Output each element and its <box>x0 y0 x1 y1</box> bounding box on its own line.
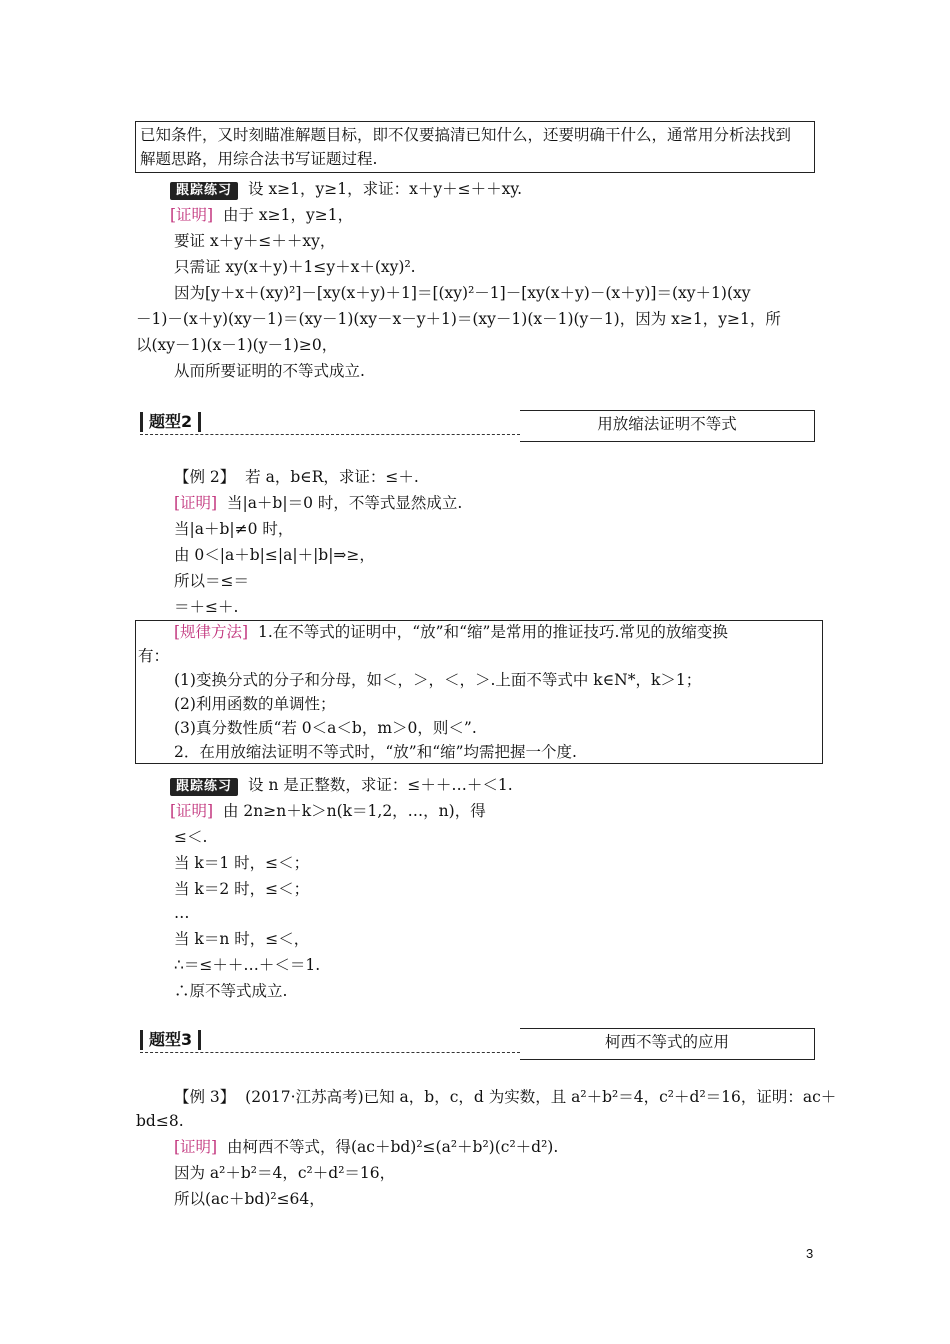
intro-box <box>135 121 815 173</box>
example2-proof-row <box>174 492 462 514</box>
practice1-proof-row <box>170 204 353 226</box>
proof-label: [证明] <box>170 206 214 224</box>
example2-prompt: 若 a，b∈R，求证：≤＋. <box>245 468 419 486</box>
method-text: 1.在不等式的证明中，“放”和“缩”是常用的推证技巧.常见的放缩变换 <box>257 623 728 641</box>
method-item: (1)变换分式的分子和分母，如＜，＞，＜，＞.上面不等式中 k∈N*，k＞1； <box>174 671 702 689</box>
proof-line: 从而所要证明的不等式成立. <box>174 362 365 380</box>
proof-line: 当|a＋b|＝0 时，不等式显然成立. <box>226 494 463 512</box>
intro-line-2: 解题思路，用综合法书写证题过程. <box>140 150 378 168</box>
practice2-prompt: 设 n 是正整数，求证：≤＋＋…＋＜1. <box>248 776 513 794</box>
proof-line: ≤＜. <box>174 828 208 846</box>
example3-prompt: (2017·江苏高考)已知 a，b，c，d 为实数，且 a²＋b²＝4，c²＋d²＝16，证明：ac＋ <box>245 1088 837 1106</box>
example-label: 【例 2】 <box>174 468 236 486</box>
proof-line: 只需证 xy(x＋y)＋1≤y＋x＋(xy)². <box>174 258 416 276</box>
proof-line: 当 k＝1 时，≤＜； <box>174 854 310 872</box>
method-item: 2．在用放缩法证明不等式时，“放”和“缩”均需把握一个度. <box>174 743 577 761</box>
method-label: [规律方法] <box>174 623 249 641</box>
practice1-prompt: 设 x≥1，y≥1，求证：x＋y＋≤＋＋xy. <box>248 180 522 198</box>
proof-line: 因为 a²＋b²＝4，c²＋d²＝16， <box>174 1164 396 1182</box>
proof-line: ∴原不等式成立. <box>174 982 288 1000</box>
section-divider <box>140 1052 520 1053</box>
practice1-prompt-row <box>170 178 522 200</box>
proof-line: 以(xy－1)(x－1)(y－1)≥0， <box>136 336 338 354</box>
method-line-1 <box>174 621 728 643</box>
proof-line: 由 0＜|a＋b|≤|a|＋|b|⇒≥， <box>174 546 375 564</box>
proof-label: [证明] <box>174 1138 218 1156</box>
example3-proof-row <box>174 1136 558 1158</box>
proof-line: ∴＝≤＋＋…＋＜＝1. <box>174 956 321 974</box>
section-topic: 题型2 <box>140 412 201 432</box>
proof-line: 要证 x＋y＋≤＋＋xy， <box>174 232 336 250</box>
method-box <box>135 620 823 764</box>
proof-line: 所以＝≤＝ <box>174 572 249 590</box>
example3-line-2: bd≤8. <box>136 1112 184 1130</box>
page-number: 3 <box>806 1246 814 1261</box>
section-title: 用放缩法证明不等式 <box>520 410 815 442</box>
proof-line: 所以(ac＋bd)²≤64， <box>174 1190 325 1208</box>
example2-row <box>174 466 419 488</box>
method-line-2: 有： <box>138 647 170 665</box>
proof-line: －1)－(x＋y)(xy－1)＝(xy－1)(xy－x－y＋1)＝(xy－1)(x－1)(y－1)，因为 x≥1，y≥1，所 <box>136 310 781 328</box>
proof-line: 因为[y＋x＋(xy)²]－[xy(x＋y)＋1]＝[(xy)²－1]－[xy(x＋y)－(x＋y)]＝(xy＋1)(xy <box>174 284 751 302</box>
section-title: 柯西不等式的应用 <box>520 1028 815 1060</box>
example3-row <box>174 1086 836 1108</box>
section-header-3 <box>140 1028 815 1060</box>
proof-line: 当 k＝n 时，≤＜， <box>174 930 310 948</box>
proof-line: … <box>174 904 190 922</box>
proof-line: 当|a＋b|≠0 时， <box>174 520 294 538</box>
proof-line: 由于 x≥1，y≥1， <box>222 206 354 224</box>
practice2-prompt-row <box>170 774 513 796</box>
proof-label: [证明] <box>174 494 218 512</box>
proof-line: ＝＋≤＋. <box>174 598 239 616</box>
section-topic: 题型3 <box>140 1030 201 1050</box>
proof-line: 当 k＝2 时，≤＜； <box>174 880 310 898</box>
practice2-proof-row <box>170 800 486 822</box>
practice-tag: 跟踪练习 <box>170 182 238 200</box>
proof-label: [证明] <box>170 802 214 820</box>
section-header-2 <box>140 410 815 442</box>
method-item: (2)利用函数的单调性； <box>174 695 336 713</box>
section-divider <box>140 434 520 435</box>
intro-line-1: 已知条件，又时刻瞄准解题目标，即不仅要搞清已知什么，还要明确干什么，通常用分析法找到 <box>140 126 792 144</box>
example-label: 【例 3】 <box>174 1088 236 1106</box>
proof-line: 由 2n≥n＋k＞n(k＝1,2，…，n)，得 <box>222 802 486 820</box>
proof-line: 由柯西不等式，得(ac＋bd)²≤(a²＋b²)(c²＋d²). <box>226 1138 559 1156</box>
practice-tag: 跟踪练习 <box>170 778 238 796</box>
method-item: (3)真分数性质“若 0＜a＜b，m＞0，则＜”. <box>174 719 477 737</box>
